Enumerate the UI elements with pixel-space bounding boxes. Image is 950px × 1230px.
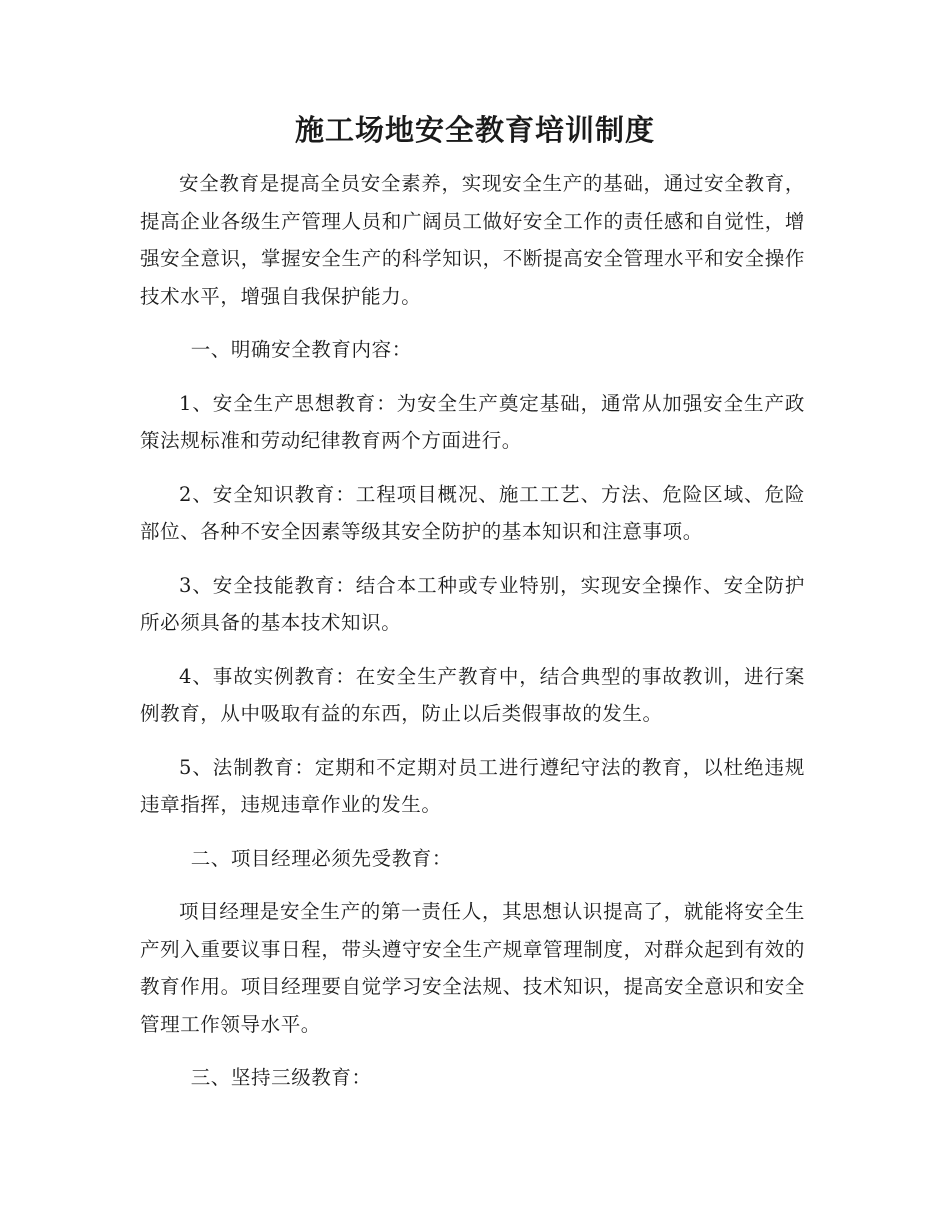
list-item: 3、安全技能教育：结合本工种或专业特别，实现安全操作、安全防护所必须具备的基本技术知识。 (140, 573, 805, 634)
list-item: 2、安全知识教育：工程项目概况、施工工艺、方法、危险区域、危险部位、各种不安全因素等级其安全防护的基本知识和注意事项。 (140, 482, 805, 543)
section-heading-3: 三、坚持三级教育： (190, 1066, 372, 1089)
section-heading-1: 一、明确安全教育内容： (190, 338, 412, 361)
section-heading-2: 二、项目经理必须先受教育： (190, 846, 452, 870)
list-item: 5、法制教育：定期和不定期对员工进行遵纪守法的教育，以杜绝违规违章指挥，违规违章作业的发生。 (140, 755, 805, 816)
list-item: 4、事故实例教育：在安全生产教育中，结合典型的事故教训，进行案例教育，从中吸取有益的东西，防止以后类假事故的发生。 (140, 664, 805, 725)
document-body (140, 165, 805, 1113)
document-title: 施工场地安全教育培训制度 (294, 113, 655, 147)
list-item: 1、安全生产思想教育：为安全生产奠定基础，通常从加强安全生产政策法规标准和劳动纪律教育两个方面进行。 (140, 391, 805, 452)
intro-paragraph: 安全教育是提高全员安全素养，实现安全生产的基础，通过安全教育，提高企业各级生产管理人员和广阔员工做好安全工作的责任感和自觉性，增强安全意识，掌握安全生产的科学知识，不断提高安全管理水平和安全操作技术水平，增强自我保护能力。 (140, 172, 805, 308)
section-2-paragraph: 项目经理是安全生产的第一责任人，其思想认识提高了，就能将安全生产列入重要议事日程，带头遵守安全生产规章管理制度，对群众起到有效的教育作用。项目经理要自觉学习安全法规、技术知识，提高安全意识和安全管理工作领导水平。 (140, 900, 805, 1036)
